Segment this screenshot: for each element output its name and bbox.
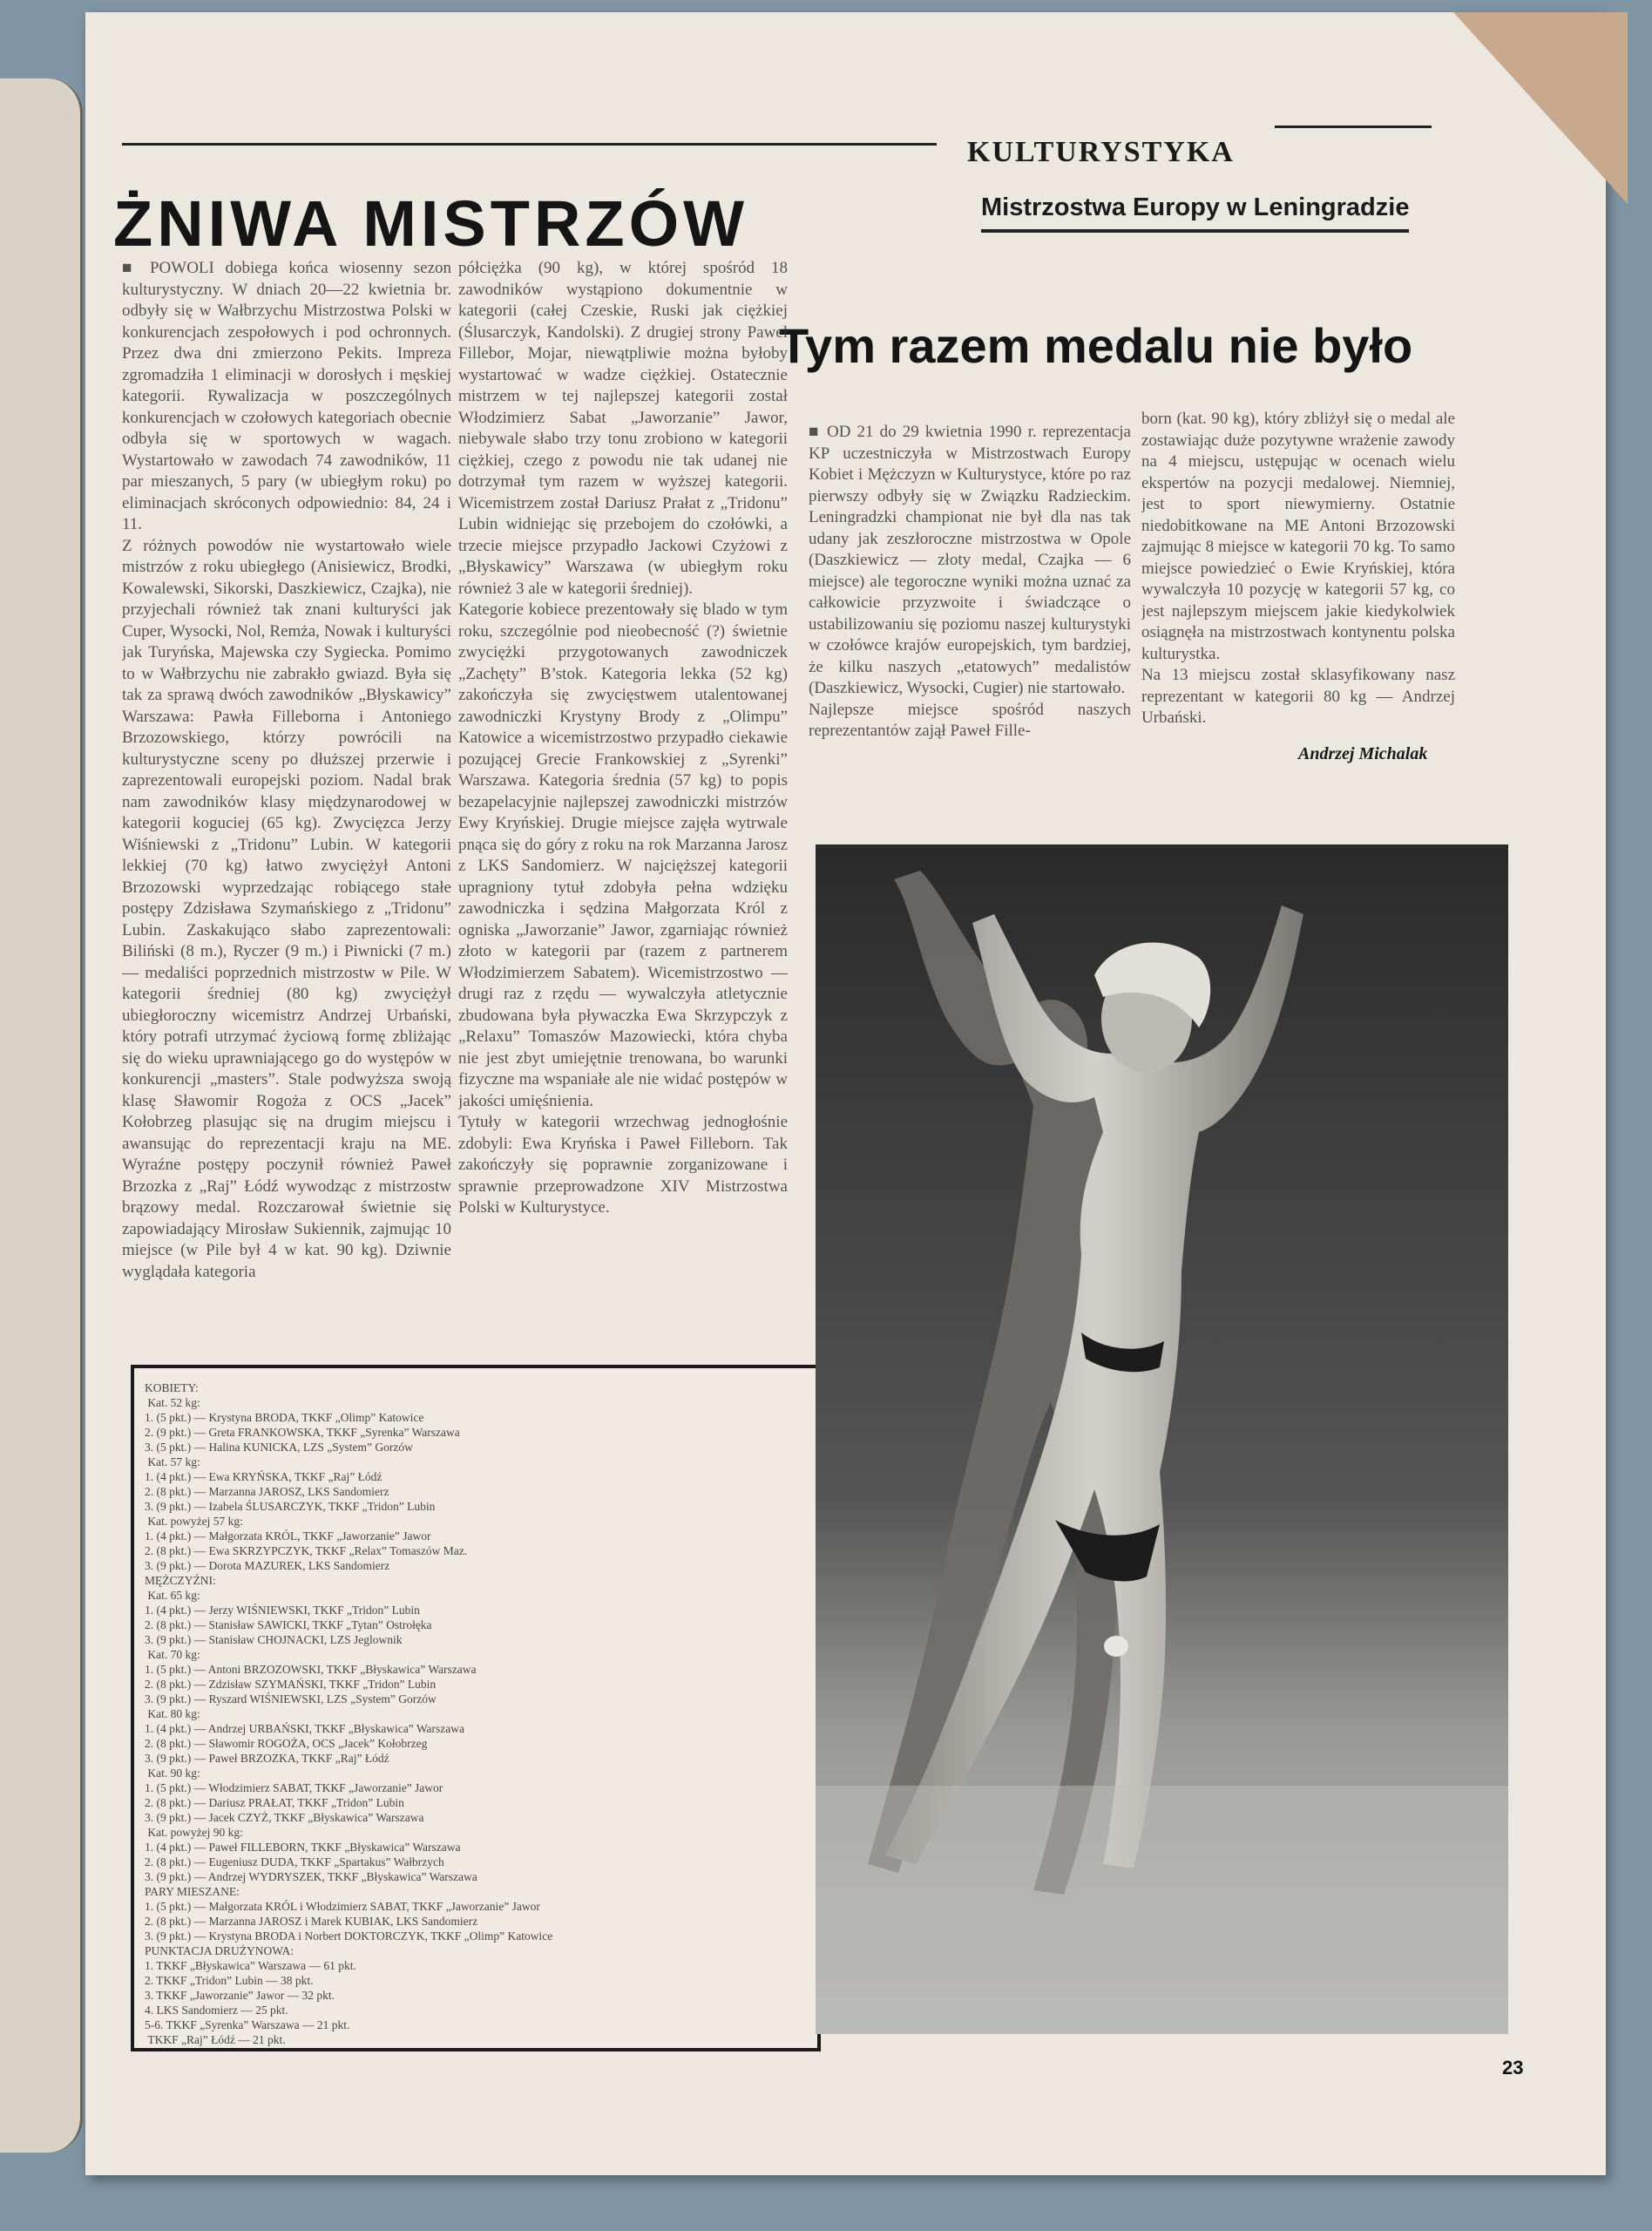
article-headline: Tym razem medalu nie było xyxy=(779,318,1413,373)
header-rule xyxy=(122,143,937,146)
results-list: KOBIETY: Kat. 52 kg: 1. (5 pkt.) — Krystyna BRODA, TKKF „Olimp” Katowice 2. (9 pkt.) — Greta FRANKOWSKA, TKKF „Syrenka” Warszawa 3. (5 pkt.) — Halina KUNICKA, LZS „System” Gorzów Kat. 57 kg: 1. (4 pkt.) — Ewa KRYŃSKA, TKKF „Raj” Łódź 2. (8 pkt.) — Marzanna JAROSZ, LKS Sandomierz 3. (9 pkt.) — Izabela ŚLUSARCZYK, TKKF „Tridon” Lubin Kat. powyżej 57 kg: 1. (4 pkt.) — Małgorzata KRÓL, TKKF „Jaworzanie” Jawor 2. (8 pkt.) — Ewa SKRZYPCZYK, TKKF „Relax” Tomaszów Maz. 3. (9 pkt.) — Dorota MAZUREK, LKS Sandomierz MĘŻCZYŹNI: Kat. 65 kg: 1. (4 pkt.) — Jerzy WIŚNIEWSKI, TKKF „Tridon” Lubin 2. (8 pkt.) — Stanisław SAWICKI, TKKF „Tytan” Ostrołęka 3. (9 pkt.) — Stanisław CHOJNACKI, LZS Jeglownik Kat. 70 kg: 1. (5 pkt.) — Antoni BRZOZOWSKI, TKKF „Błyskawica” Warszawa 2. (8 pkt.) — Zdzisław SZYMAŃSKI, TKKF „Tridon” Lubin 3. (9 pkt.) — Ryszard WIŚNIEWSKI, LZS „System” Gorzów Kat. 80 kg: 1. (4 pkt.) — Andrzej URBAŃSKI, TKKF „Błyskawica” Warszawa 2. (8 pkt.) — Sławomir ROGOŻA, OCS „Jacek” Kołobrzeg 3. (9 pkt.) — Paweł BRZOZKA, TKKF „Raj” Łódź Kat. 90 kg: 1. (5 pkt.) — Włodzimierz SABAT, TKKF „Jaworzanie” Jawor 2. (8 pkt.) — Dariusz PRAŁAT, TKKF „Tridon” Lubin 3. (9 pkt.) — Jacek CZYŻ, TKKF „Błyskawica” Warszawa Kat. powyżej 90 kg: 1. (4 pkt.) — Paweł FILLEBORN, TKKF „Błyskawica” Warszawa 2. (8 pkt.) — Eugeniusz DUDA, TKKF „Spartakus” Wałbrzych 3. (9 pkt.) — Andrzej WYDRYSZEK, TKKF „Błyskawica” Warszawa PARY MIESZANE: 1. (5 pkt.) — Małgorzata KRÓL i Włodzimierz SABAT, TKKF „Jaworzanie” Jawor 2. (8 pkt.) — Marzanna JAROSZ i Marek KUBIAK, LKS Sandomierz 3. (9 pkt.) — Krystyna BRODA i Norbert DOKTORCZYK, TKKF „Olimp” Katowice PUNKTACJA DRUŻYNOWA: 1. TKKF „Błyskawica” Warszawa — 61 pkt. 2. TKKF „Tridon” Lubin — 38 pkt. 3. TKKF „Jaworzanie” Jawor — 32 pkt. 4. LKS Sandomierz — 25 pkt. 5-6. TKKF „Syrenka” Warszawa — 21 pkt. TKKF „Raj” Łódź — 21 pkt. xyxy=(145,1381,553,2046)
results-table-box xyxy=(131,1365,821,2051)
subsection-title: Mistrzostwa Europy w Leningradzie xyxy=(981,193,1409,233)
folded-corner xyxy=(1453,12,1628,204)
header-rule-right xyxy=(1275,125,1432,128)
article-column-1: ■ POWOLI dobiega końca wiosenny sezon kulturystyczny. W dniach 20—22 kwietnia br. odbyły się w Wałbrzychu Mistrzostwa Polski w konkurencjach zespołowych i pod ochronnych. Przez dwa dni zmierzono Pekits. Impreza zgromadziła 1 eliminacji w dorosłych i męskiej kategorii. Rywalizacja w poszczególnych konkurencjach w czołowych kategoriach obecnie odbyła się w sportowych w wagach. Wystartowało w zawodach 74 zawodników, 11 par mieszanych, 5 pary (w ubiegłym roku) po eliminacjach skróconych odpowiednio: 84, 24 i 11. Z różnych powodów nie wystartowało wiele mistrzów z roku ubiegłego (Anisiewicz, Brodki, Kowalewski, Sikorski, Daszkiewicz, Czajka), nie przyjechali również tak znani kulturyści jak Cuper, Wysocki, Nol, Remża, Nowak i kulturyści jak Turyńska, Majewska czy Sygiecka. Pomimo to w Wałbrzychu nie zabrakło gwiazd. Była się tak za sprawą dwóch zawodników „Błyskawicy” Warszawa: Pawła Filleborna i Antoniego Brzozowskiego, którzy powrócili na kulturystyczne sceny po dłuższej przerwie i zaprezentowali europejski poziom. Nadal brak nam zawodników klasy międzynarodowej w kategorii koguciej (65 kg). Zwycięzca Jerzy Wiśniewski z „Tridonu” Lubin. W kategorii lekkiej (70 kg) łatwo zwyciężył Antoni Brzozowski wyprzedzając robiącego stałe postępy Zdzisława Szymańskiego z „Tridonu” Lubin. Zaskakująco słabo zaprezentowali: Biliński (8 m.), Ryczer (9 m.) i Piwnicki (7 m.) — medaliści poprzednich mistrzostw w Pile. W kategorii średniej (80 kg) zwyciężył ubiegłoroczny wicemistrz Andrzej Urbański, który potrafi utrzymać życiową formę zbliżając się do wieku uprawniającego go do występów w konkurencji „masters”. Stale podwyższa swoją klasę Sławomir Rogoża z OCS „Jacek” Kołobrzeg plasując się na drugim miejscu i awansując do reprezentacji kraju na ME. Wyraźne postępy poczynił również Paweł Brzozka z „Raj” Łódź wywodząc z mistrzostw brązowy medal. Rozczarował świetnie się zapowiadający Mirosław Sukiennik, zajmując 10 miejsce (w Pile był 4 w kat. 90 kg). Dziwnie wyglądała kategoria xyxy=(122,259,451,1281)
author-byline: Andrzej Michalak xyxy=(1298,744,1428,763)
article-column-4: born (kat. 90 kg), który zbliżył się o medal ale zostawiając duże pozytywne wrażenie zawody na 4 miejscu, ustępując w ocenach wielu ekspertów na pozycji medalowej. Niemniej, jest to sport niewymierny. Ostatnie niedobitkowane na ME Antoni Brzozowski zajmując 8 miejsce w kategorii 70 kg. To samo miejsce powiedzieć o Ewie Kryńskiej, która wywalczyła 10 pozycję w kategorii 57 kg, co jest najlepszym miejscem jakie kiedykolwiek osiągnęła na mistrzostwach kontynentu polska kulturystka. Na 13 miejscu został sklasyfikowany nasz reprezentant w kategorii 80 kg — Andrzej Urbański. xyxy=(1141,410,1455,727)
bodybuilders-photo xyxy=(816,844,1508,2034)
main-headline: ŻNIWA MISTRZÓW xyxy=(113,187,749,260)
page-number: 23 xyxy=(1502,2057,1524,2078)
article-column-3: ■ OD 21 do 29 kwietnia 1990 r. reprezentacja KP uczestniczyła w Mistrzostwach Europy Kobiet i Mężczyzn w Kulturystyce, które po raz pierwszy odbyły się w Związku Radzieckim. Leningradzki championat nie był dla nas tak udany jak zeszłoroczne mistrzostwa w Opole (Daszkiewicz — złoty medal, Czajka — 6 miejsce) ale tegoroczne wyniki można uznać za całkowicie przyzwoite i świadczące o ustabilizowaniu się poziomu naszej kulturystyki w czołówce krajów europejskich, tym bardziej, że kilku naszych „etatowych” medalistów (Daszkiewicz, Wysocki, Cugier) nie startowało. Najlepsze miejsce spośród naszych reprezentantów zajął Paweł Fille- xyxy=(809,423,1131,740)
section-label: KULTURYSTYKA xyxy=(967,136,1235,168)
previous-page-edge xyxy=(0,78,83,2153)
article-column-2: półciężka (90 kg), w której spośród 18 zawodników wystąpiono dokumentnie w kategorii (całej Czeskie, Ruski jak ciężkiej (Ślusarczyk, Kandolski). Z drugiej strony Paweł Fillebor, Mojar, niewątpliwie można byłoby wystartować w wadze ciężkiej. Ostatecznie mistrzem w tej najlepszej kategorii został Włodzimierz Sabat „Jaworzanie” Jawor, niebywale słabo trzy tonu zrobiono w kategorii ciężkiej, czego z powodu nie tak udanej nie dotrzymał tym razem w wyższej kategorii. Wicemistrzem został Dariusz Prałat z „Tridonu” Lubin widniejąc się przebojem do czołówki, a trzecie miejsce przypadło Jackowi Czyżowi z „Błyskawicy” Warszawa (w ubiegłym roku również 3 ale w kategorii średniej). Kategorie kobiece prezentowały się blado w tym roku, szczególnie pod nieobecność (?) świetnie zwyciężki przygotowanych zawodniczek „Zachęty” B’stok. Kategoria lekka (52 kg) zakończyła się zwycięstwem utalentowanej zawodniczki Krystyny Brody z „Olimpu” Katowice a wicemistrzostwo przypadło ciekawie pozującej Grecie Frankowskiej z „Syrenki” Warszawa. Kategoria średnia (57 kg) to popis bezapelacyjnie najlepszej zawodniczki mistrzów Ewy Kryńskiej. Drugie miejsce zajęła wytrwale pnąca się do góry z roku na rok Marzanna Jarosz z LKS Sandomierz. W najcięższej kategorii upragniony tytuł zdobyła pełna wdzięku zawodniczka i sędzina Małgorzata Król z ogniska „Jaworzanie” Jawor, zgarniając również złoto w kategorii par (razem z partnerem Włodzimierzem Sabatem). Wicemistrzostwo — drugi raz z rzędu — wywalczyła atletycznie zbudowana była pływaczka Ewa Skrzypczyk z „Relaxu” Tomaszów Mazowiecki, która chyba nie jest zbyt umiejętnie trenowana, bo warunki fizyczne ma wspaniałe ale nie widać postępów w jakości umięśnienia. Tytuły w kategorii wrzechwag jednogłośnie zdobyli: Ewa Kryńska i Paweł Filleborn. Tak zakończyły się poprawnie zorganizowane i sprawnie przeprowadzone XIV Mistrzostwa Polski w Kulturystyce. xyxy=(458,259,788,1217)
magazine-page xyxy=(85,12,1606,2175)
